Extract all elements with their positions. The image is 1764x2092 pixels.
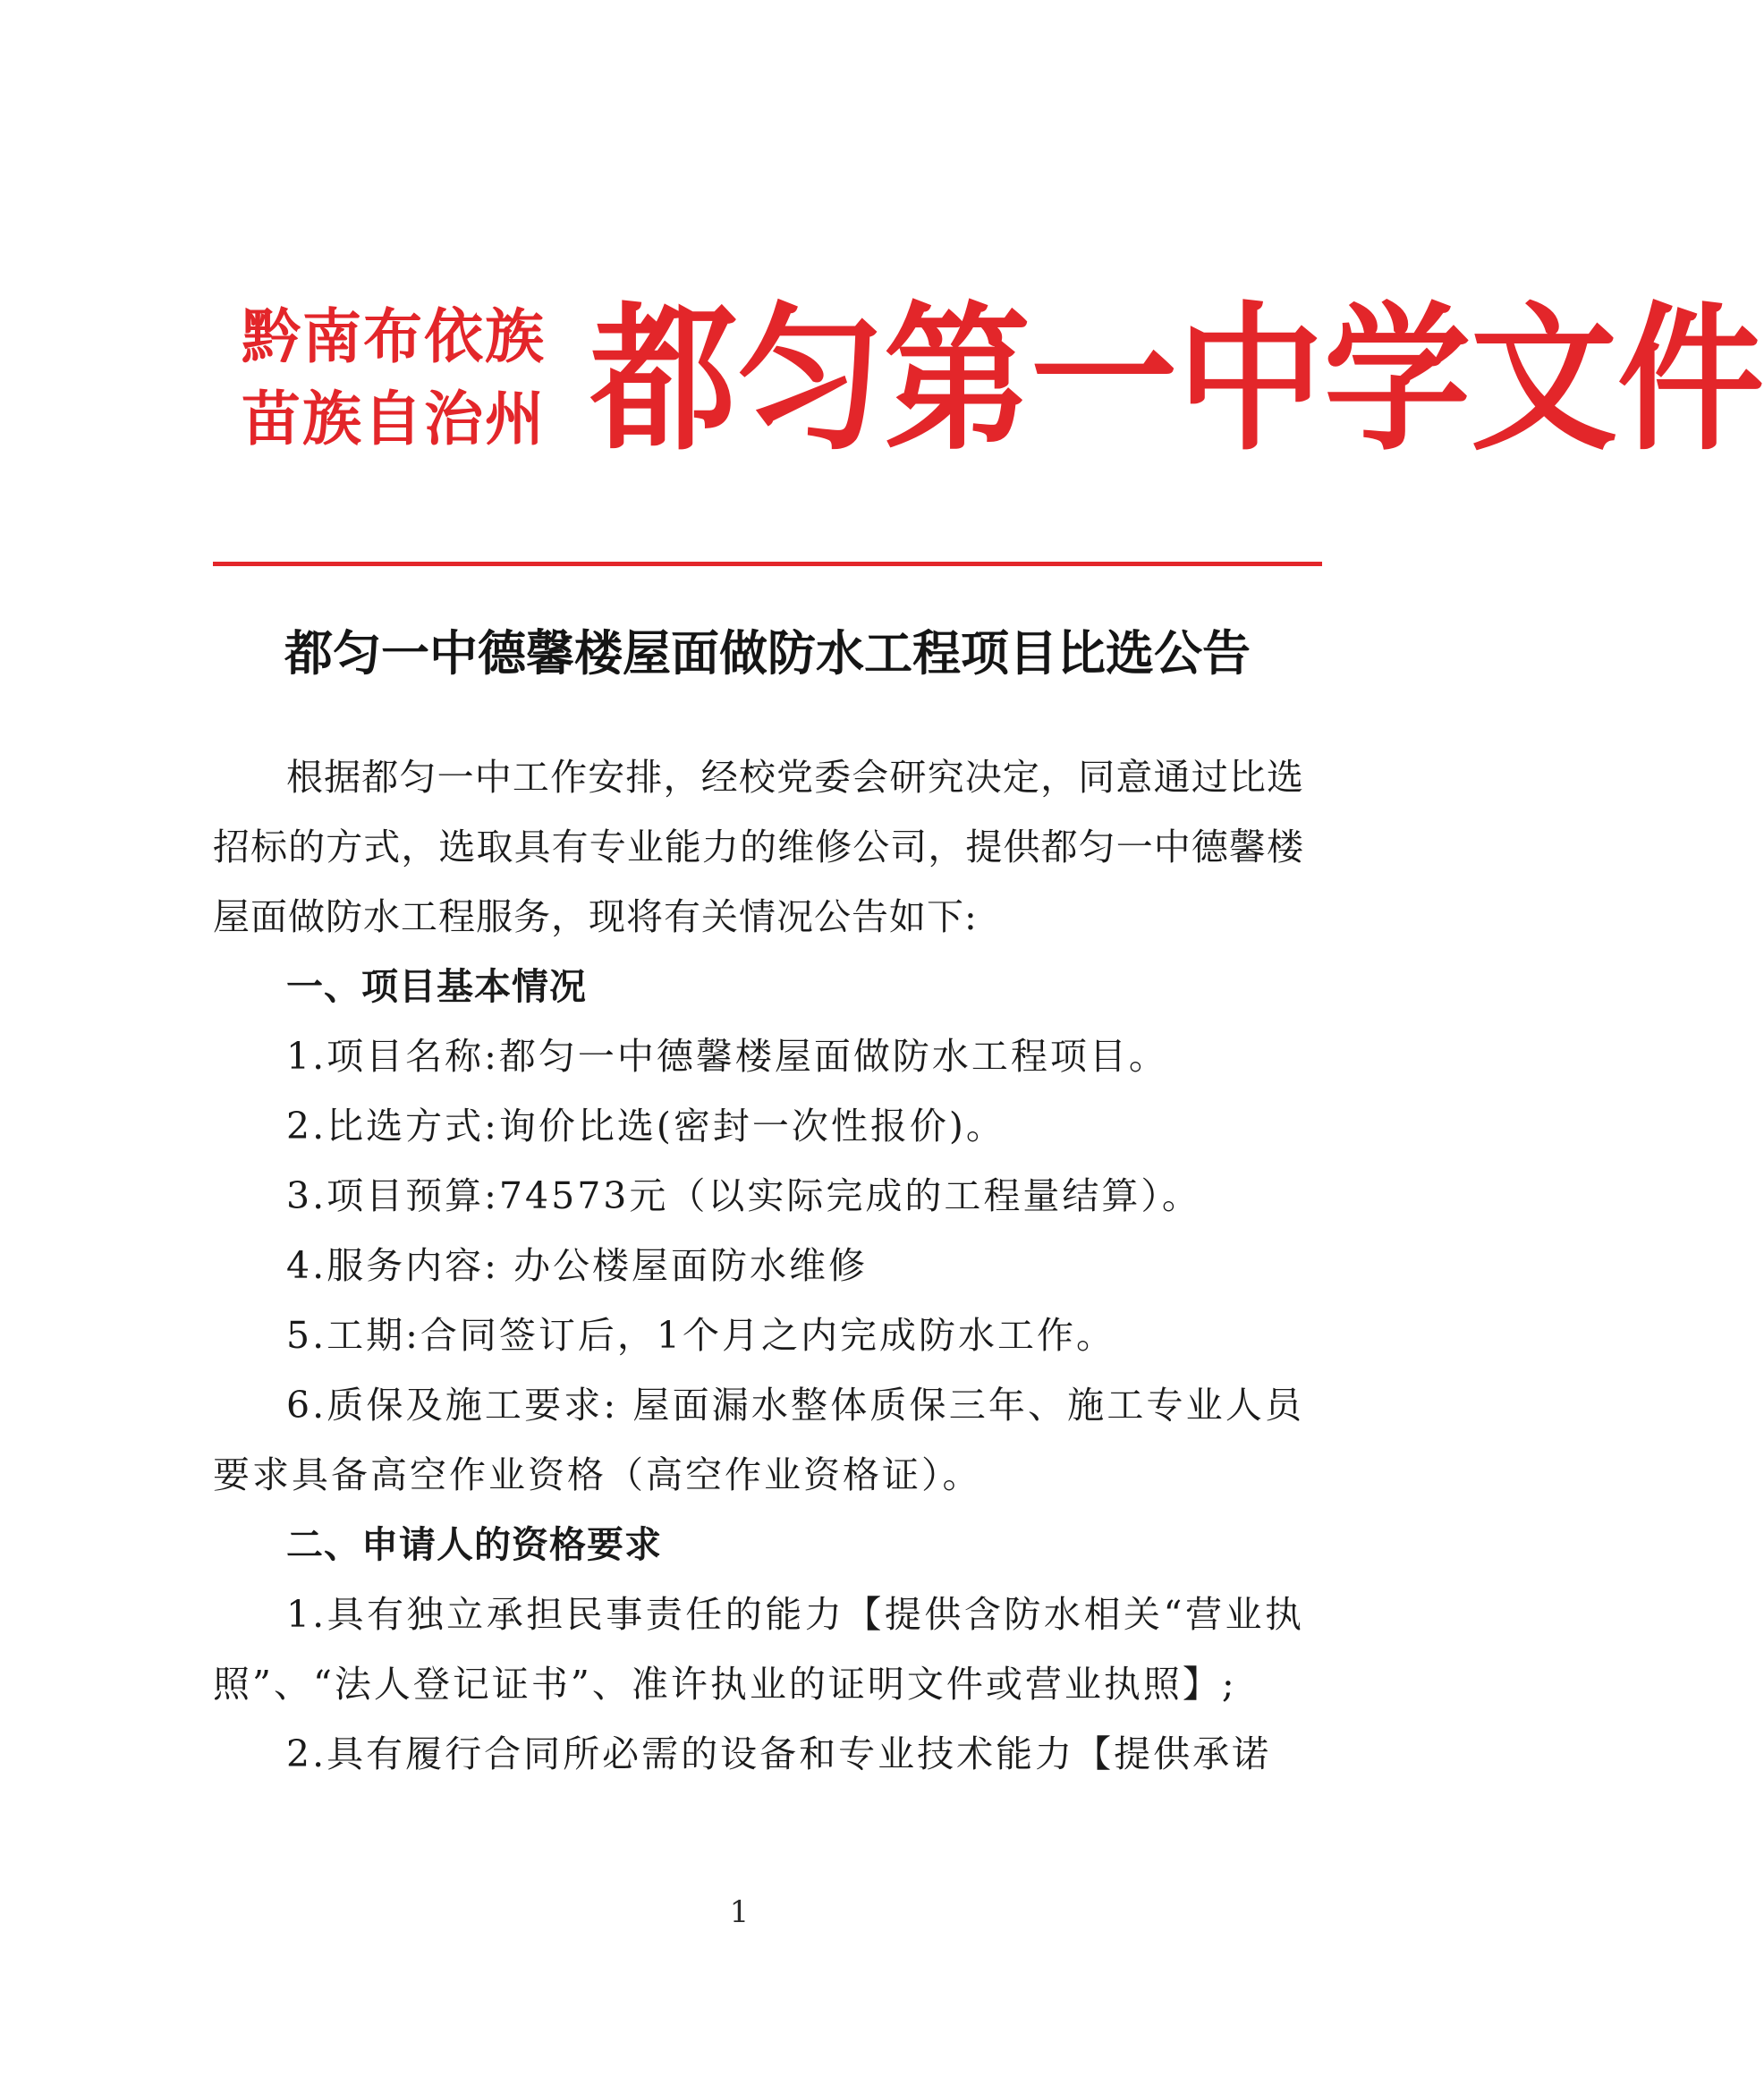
letterhead-region-line-2: 苗族自治州 bbox=[242, 384, 546, 453]
letterhead-region-line-1: 黔南布依族 bbox=[242, 301, 546, 371]
letterhead-school-name: 都匀第一中学文件 bbox=[590, 285, 1764, 472]
section-heading-qualifications: 二、申请人的资格要求 bbox=[286, 1523, 662, 1566]
list-item: 4.服务内容: 办公楼屋面防水维修 bbox=[286, 1244, 868, 1287]
list-item: 1.项目名称:都匀一中德馨楼屋面做防水工程项目。 bbox=[286, 1035, 1168, 1078]
document-title: 都匀一中德馨楼屋面做防水工程项目比选公告 bbox=[284, 624, 1251, 682]
letterhead-region-name bbox=[242, 295, 564, 460]
list-item: 6.质保及施工要求: 屋面漏水整体质保三年、施工专业人员要求具备高空作业资格（高空作业资格证）。 bbox=[213, 1384, 1304, 1496]
list-item: 1.具有独立承担民事责任的能力【提供含防水相关“营业执照”、“法人登记证书”、准许执业的证明文件或营业执照】; bbox=[213, 1593, 1304, 1706]
page-number: 1 bbox=[729, 1894, 750, 1930]
list-item: 3.项目预算:74573元（以实际完成的工程量结算）。 bbox=[286, 1174, 1201, 1217]
section-heading-basic-info: 一、项目基本情况 bbox=[286, 965, 587, 1008]
document-body bbox=[213, 742, 1304, 1789]
intro-paragraph: 根据都匀一中工作安排，经校党委会研究决定，同意通过比选招标的方式，选取具有专业能力的维修公司，提供都匀一中德馨楼屋面做防水工程服务，现将有关情况公告如下: bbox=[213, 756, 1304, 938]
list-item: 5.工期:合同签订后，1个月之内完成防水工作。 bbox=[286, 1314, 1116, 1357]
list-item: 2.具有履行合同所必需的设备和专业技术能力【提供承诺 bbox=[286, 1732, 1272, 1775]
letterhead-divider bbox=[213, 562, 1322, 566]
letterhead bbox=[242, 268, 1764, 492]
list-item: 2.比选方式:询价比选(密封一次性报价)。 bbox=[286, 1105, 1005, 1148]
